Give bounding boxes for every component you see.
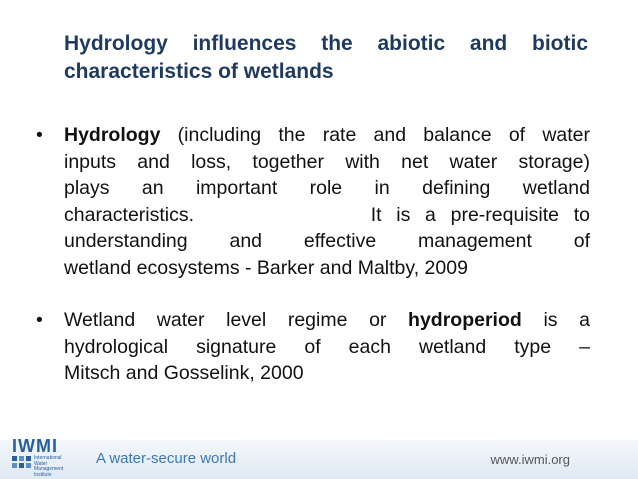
title-line-1: Hydrology influences the abiotic and biotic [64, 32, 588, 55]
bullet1-line-6: wetland ecosystems - Barker and Maltby, 2009 [64, 256, 468, 279]
bullet2-line-3: Mitsch and Gosselink, 2000 [64, 362, 304, 384]
iwmi-logo [12, 436, 68, 476]
bullet1-line-3: plays an important role in defining wetland [64, 177, 590, 199]
logo-wordmark: IWMI [12, 436, 58, 456]
slide-title [64, 30, 588, 86]
footer-bar [0, 424, 638, 479]
logo-grid-icon [12, 456, 32, 470]
bullet-list [36, 122, 590, 387]
bullet-item-hydrology [36, 122, 590, 281]
footer-tagline: A water-secure world [96, 450, 237, 467]
bullet1-line-2: inputs and loss, together with net water storage) [64, 150, 590, 173]
bullet1-line-1: Hydrology (including the rate and balance of water [64, 124, 590, 146]
bold-term-hydrology: Hydrology [64, 124, 161, 146]
footer-url[interactable]: www.iwmi.org [490, 452, 570, 467]
bullet2-line-1: Wetland water level regime or hydroperiod is a [64, 309, 590, 331]
bullet-item-hydroperiod [36, 307, 590, 387]
bullet1-line-5: understanding and effective management of [64, 230, 590, 252]
logo-subtext: International Water Management Institute [34, 455, 64, 478]
bullet-dot-icon: • [36, 124, 43, 146]
bold-term-hydroperiod: hydroperiod [408, 309, 522, 331]
title-line-2: characteristics of wetlands [64, 60, 334, 83]
bullet-dot-icon: • [36, 309, 43, 331]
bullet1-line-4: characteristics. It is a pre-requisite to [64, 203, 590, 226]
bullet2-line-2: hydrological signature of each wetland type – [64, 335, 590, 358]
